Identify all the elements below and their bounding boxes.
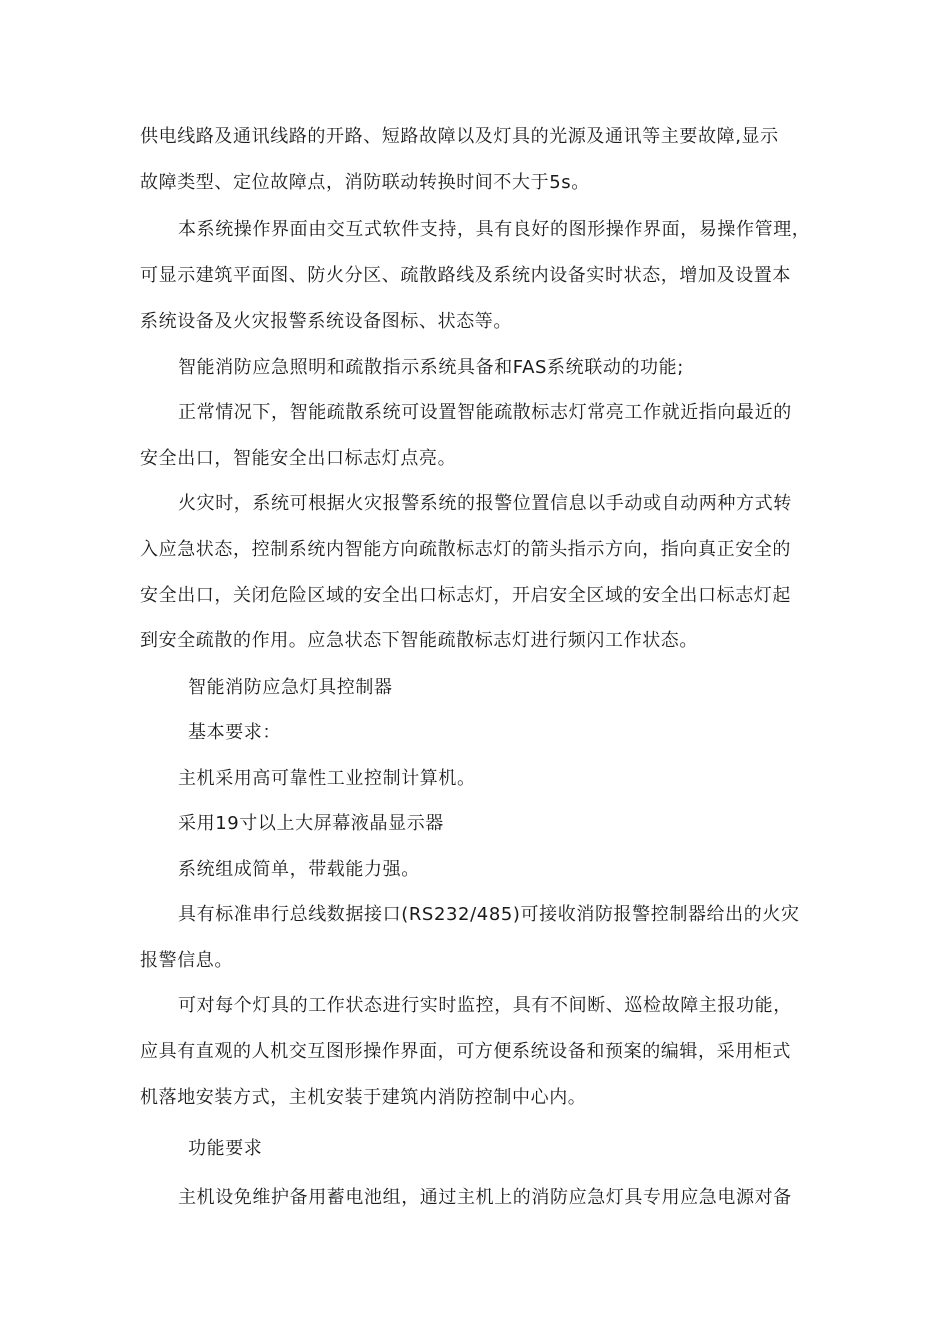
body-text-line: 正常情况下，智能疏散系统可设置智能疏散标志灯常亮工作就近指向最近的 [178,402,792,423]
body-text-line: 安全出口，智能安全出口标志灯点亮。 [140,448,457,469]
body-text-line: 可对每个灯具的工作状态进行实时监控，具有不间断、巡检故障主报功能， [178,995,792,1016]
body-text-line: 本系统操作界面由交互式软件支持，具有良好的图形操作界面，易操作管理， [178,219,811,240]
body-text-line: 可显示建筑平面图、防火分区、疏散路线及系统内设备实时状态，增加及设置本 [140,265,791,286]
list-item: 系统组成简单，带载能力强。 [178,859,420,880]
body-text-line: 入应急状态，控制系统内智能方向疏散标志灯的箭头指示方向，指向真正安全的 [140,539,791,560]
body-text-line: 智能消防应急照明和疏散指示系统具备和FAS系统联动的功能; [178,357,684,378]
body-text-line: 系统设备及火灾报警系统设备图标、状态等。 [140,311,512,332]
body-text-line: 主机设免维护备用蓄电池组，通过主机上的消防应急灯具专用应急电源对备 [178,1187,792,1208]
body-text-line: 报警信息。 [140,950,233,971]
body-text-line: 故障类型、定位故障点，消防联动转换时间不大于5s。 [140,172,590,193]
section-heading: 基本要求： [188,722,281,743]
section-heading: 智能消防应急灯具控制器 [188,677,393,698]
list-item: 采用19寸以上大屏幕液晶显示器 [178,813,444,834]
body-text-line: 应具有直观的人机交互图形操作界面，可方便系统设备和预案的编辑，采用柜式 [140,1041,791,1062]
body-text-line: 具有标准串行总线数据接口(RS232/485)可接收消防报警控制器给出的火灾 [178,904,800,925]
section-heading: 功能要求 [188,1138,263,1159]
body-text-line: 火灾时，系统可根据火灾报警系统的报警位置信息以手动或自动两种方式转 [178,493,792,514]
body-text-line: 机落地安装方式，主机安装于建筑内消防控制中心内。 [140,1087,587,1108]
body-text-line: 供电线路及通讯线路的开路、短路故障以及灯具的光源及通讯等主要故障,显示 [140,126,779,147]
body-text-line: 到安全疏散的作用。应急状态下智能疏散标志灯进行频闪工作状态。 [140,630,698,651]
body-text-line: 安全出口，关闭危险区域的安全出口标志灯，开启安全区域的安全出口标志灯起 [140,585,791,606]
list-item: 主机采用高可靠性工业控制计算机。 [178,768,476,789]
